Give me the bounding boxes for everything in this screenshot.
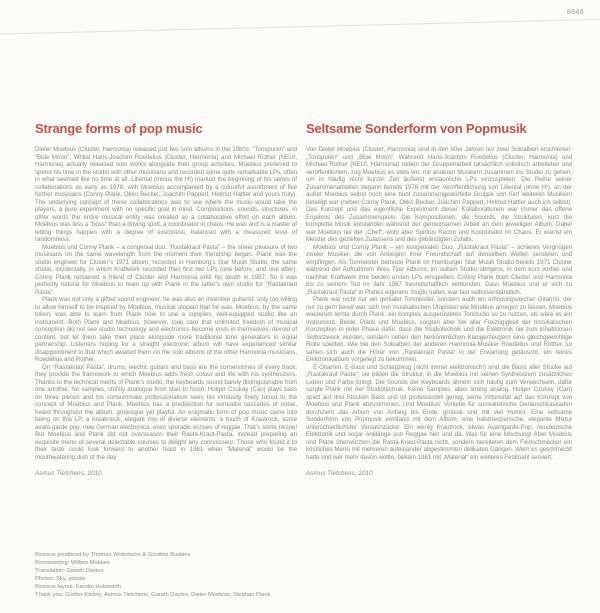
english-signature: Asmus Tietchens, 2010 xyxy=(35,470,102,477)
german-column xyxy=(306,121,572,477)
english-heading: Strange forms of pop music xyxy=(35,121,203,136)
credit-line: Remastering: Willem Makkee xyxy=(35,559,110,566)
english-paragraph: Plank was not only a gifted sound engineer, he was also an inventive guitarist, only too willing to allow himself to be inspired by Moebius, musical utopian that he was. Moebius, by the same token, was able to learn from Plank how to use a complex, well-equipped studio like an instrument. Both Plank and Moebius, however, took care that unlimited freedom of musical conception did not see studio technology and electronics become ends in themselves, devoid of content, but let them take their place alongside more traditional tone generators in equal partnership. Listeners hoping for a straight electronic album will have experienced similar disappointment to that which awaited them on the solo albums of the other Harmonia musicians, Roedelius and Rother. xyxy=(35,296,297,363)
german-signature: Asmus Tietchens, 2010 xyxy=(306,470,373,477)
production-credits xyxy=(35,552,335,599)
german-heading: Seltsame Sonderform von Popmusik xyxy=(306,121,527,136)
scan-fold-line xyxy=(0,18,600,35)
german-paragraph: E-Gitarren, E-Bass und Schlagzeug (nicht immer elektronisch!) sind die Basis aller Stücke auf „Rastakraut Pasta“; sie bilden die Struktur, in die Moebius mit seinen Synthesizern zusätzliches Leben und Farbe bringt. Die Sounds der Keyboards ähneln sich häufig zum Verwechseln, dafür sorgte Plank mit der Studiotechnik. Keine Samples, alles streng analog. Holger Czukay (Can) spielt auf drei Stücken Bass und ist professionell genug, seine Virtuosität auf das Konzept von Moebius und Plank abzustimmen. Und Moebius’ Vorliebe für surrealistische Geräuschkaskaden durchzieht das Album von Anfang bis Ende, grotesk und mit viel Humor. Eine seltsame Sonderform von Popmusik entstand mit dem Album, eine halsbrecherische, elegante Mixtur unterschiedlichster Versatzstücke: Ein wenig Krautrock, etwas Avantgarde-Pop, neudeutsche Elektronik und sogar Anklänge von Reggae hier und da. Was für eine Mischung! Aber Moebius und Plank überwürzten die Rasta-Kraut-Pasta nicht, sondern bereiteten dem Feinschmecker ein köstliches Menü mit mehreren aufeinander abgestimmten delikaten Gängen. Wem es geschmeckt hatte und wer mehr davon wollte, bekam 1981 mit „Material“ ein weiteres Festmahl serviert. xyxy=(306,363,572,461)
english-paragraph: On “Rastakraut Pasta”, drums, electric guitars and bass are the cornerstones of every track; they provide the framework to which Moebius adds fresh colour and life with his synthesizers. Thanks to the technical merits of Plank’s studio, the keyboards sound barely distinguishable from one another. No samples, strictly analogue from start to finish. Holger Czukay (Can) plays bass on three pieces and his consummate professionalism sees his virtuosity finely tuned to the concept of Moebius and Plank. Moebius has a predilection for surrealist cascades of noise, heard throughout the album, grotesque yet playful. An enigmatic form of pop music came into being on this LP, a breakneck, elegant mix of diverse elements: a touch of Krautrock, some avant-garde pop, new German electronica, even sporadic echoes of reggae. That’s some recipe! But Moebius and Plank did not overseason their Rasta-Kraut-Pasta, instead preparing an exquisite menu of several delectable courses to delight any connoisseur. Those who found it to their taste could look forward to another feast in 1981 when “Material” would be the mouthwatering dish of the day xyxy=(35,363,297,461)
german-paragraph: Moebius und Conny Plank – ein kongeniales Duo. „Rastakraut Pasta“ – schieres Vergnügen zweier Musiker, die von Anbeginn ihrer Freundschaft auf denselben Wellen sendeten und empfingen. Als Tonmeister betreute Plank im Hamburger Star Musik Studio bereits 1971 Cluster während der Aufnahmen ihres 71er Albums; im selben Studio übrigens, in dem kurz vorher und nachher Kraftwerk ihre beiden ersten LPs einspielten. Conny Plank blieb Cluster und Harmonia bis zu seinem Tod im Jahr 1987 freundschaftlich verbunden. Dass Moebius und er sich zu „Rastakraut Pasta“ in Planks eigenem Studio trafen, war fast selbstverständlich. xyxy=(306,243,572,296)
english-paragraph: Dieter Moebius (Cluster, Harmonia) released just two solo albums in the 1980s: “Tonspuren” and “Blue Moon”. Whilst Hans-Joachim Roedelius (Cluster, Harmonia) and Michael Rother (NEU!, Harmonia) actually released solo works alongside their group activities, Moebius preferred to spend his time in the studio with other musicians and recorded some quite remarkable LPs, often in what seemed like no time at all. Liliental (minus the H!) marked the beginning of his series of collaborations as early as 1978, with Moebius accompanied by a colourful assortment of five further musicians (Conny Plank, Okko Becker, Joachim Pappert, Helmut Hattler and yours truly). The underlying concept of these collaborations was to see where the music would take the players, a pure experiment with no specific goal in mind. Compositions, sounds, structures, in other words the entire musical entity was created as a collaborative effort on each album. Moebius was less a “boss” than a driving spirit, a coordinator in chaos. He was and is a master of letting things happen with a degree of exactness, balanced with a measured level of randomness. xyxy=(35,146,297,243)
german-paragraph: Plank war nicht nur ein genialer Tonmeister, sondern auch ein erfindungsreicher Gitarrist, der nur zu gern bereit war, sich von musikalischen Utopisten wie Moebius anregen zu lassen. Moebius wiederum lernte durch Plank, ein komplex ausgerüstetes Tonstudio so zu nutzen, als wäre es ein Instrument. Beide, Plank und Moebius, sorgten aber bei aller Freizügigkeit der musikalischen Konzeption in jeder Phase dafür, dass die Studiotechnik und die Elektronik nie zum inhaltslosen Selbstzweck wurden, sondern neben den herkömmlichen Klangerzeugern eine gleichgewichtige Rolle spielten. Wie bei den Soloalben der anderen Harmonia-Musiker Roedelius und Rother, so sahen sich auch die Hörer von „Rastakraut Pasta“ in der Erwartung getäuscht, ein reines Elektronikalbum vorgelegt zu bekommen. xyxy=(306,296,572,363)
credit-line: Reissue layout: Kerstin Holzwarth xyxy=(35,583,122,590)
german-paragraph: Von Dieter Moebius (Cluster, Harmonia) sind in den 80er Jahren nur zwei Soloalben erschienen: „Tonspuren“ und „Blue Moon“. Während Hans-Joachim Roedelius (Cluster, Harmonia) und Michael Rother (NEU!, Harmonia) neben der Gruppenarbeit tatsächlich solistisch arbeiteten und veröffentlichten, zog Moebius es stets vor, mit anderen Musikern zusammen ins Studio zu gehen, um in häufig recht kurzer Zeit äußerst erstaunliche LPs einzuspielen. Die Reihe seiner Zusammenarbeiten begann bereits 1978 mit der Veröffentlichung von Liliental (ohne H!), an der außer Moebius selbst noch eine bunt zusammengewürfelte Gruppe von fünf weiteren Musikern beteiligt war (neben Conny Plank, Okko Becker, Joachim Pappert, Helmut Hattler auch ich selbst). Das Konzept und das eigentliche Experiment dieser Kollaborationen war immer das offene Ergebnis des Zusammenspiels. Die Kompositionen, die Sounds, die Strukturen, kurz die komplette Musik entstanden während der gemeinsamen Arbeit an dem jeweiligen Album. Dabei war Moebius nie der „Chef“, wohl aber Spiritus Rector und Koordinator im Chaos. Er war/ist ein Meister des gezielten Zulassens und des gebändigten Zufalls. xyxy=(306,146,572,243)
english-paragraph: Moebius und Conny Plank – a congenial duo. “Rastakraut Pasta” – the sheer pleasure of two musicians on the same wavelength from the moment their friendship began. Plank was the studio engineer for Cluster’s 1971 album, recorded in Hamburg’s Star Musik Studio; the same studio, incidentally, in which Kraftwerk recorded their first two LPs (one before, and one after). Conny Plank remained a friend of Cluster and Harmonia until his death in 1987. So it was perfectly natural for Moebius to team up with Plank in the latter’s own studio for “Rastakraut Pasta”. xyxy=(35,243,297,296)
credit-line: Photos: Sky, private xyxy=(35,575,86,582)
credit-line: Reissue produced by Thomas Wothmann & Günther Buskies xyxy=(35,552,191,558)
english-body xyxy=(35,146,297,461)
credit-line: Translation: Gareth Davies xyxy=(35,567,104,574)
german-body xyxy=(306,146,572,461)
credit-line: Thank you: Günter Körber, Asmus Tietchens, Gareth Davies, Dieter Moebius, Stephan Plank xyxy=(35,591,271,598)
english-column xyxy=(35,121,297,477)
page-number: 8848 xyxy=(566,9,584,16)
